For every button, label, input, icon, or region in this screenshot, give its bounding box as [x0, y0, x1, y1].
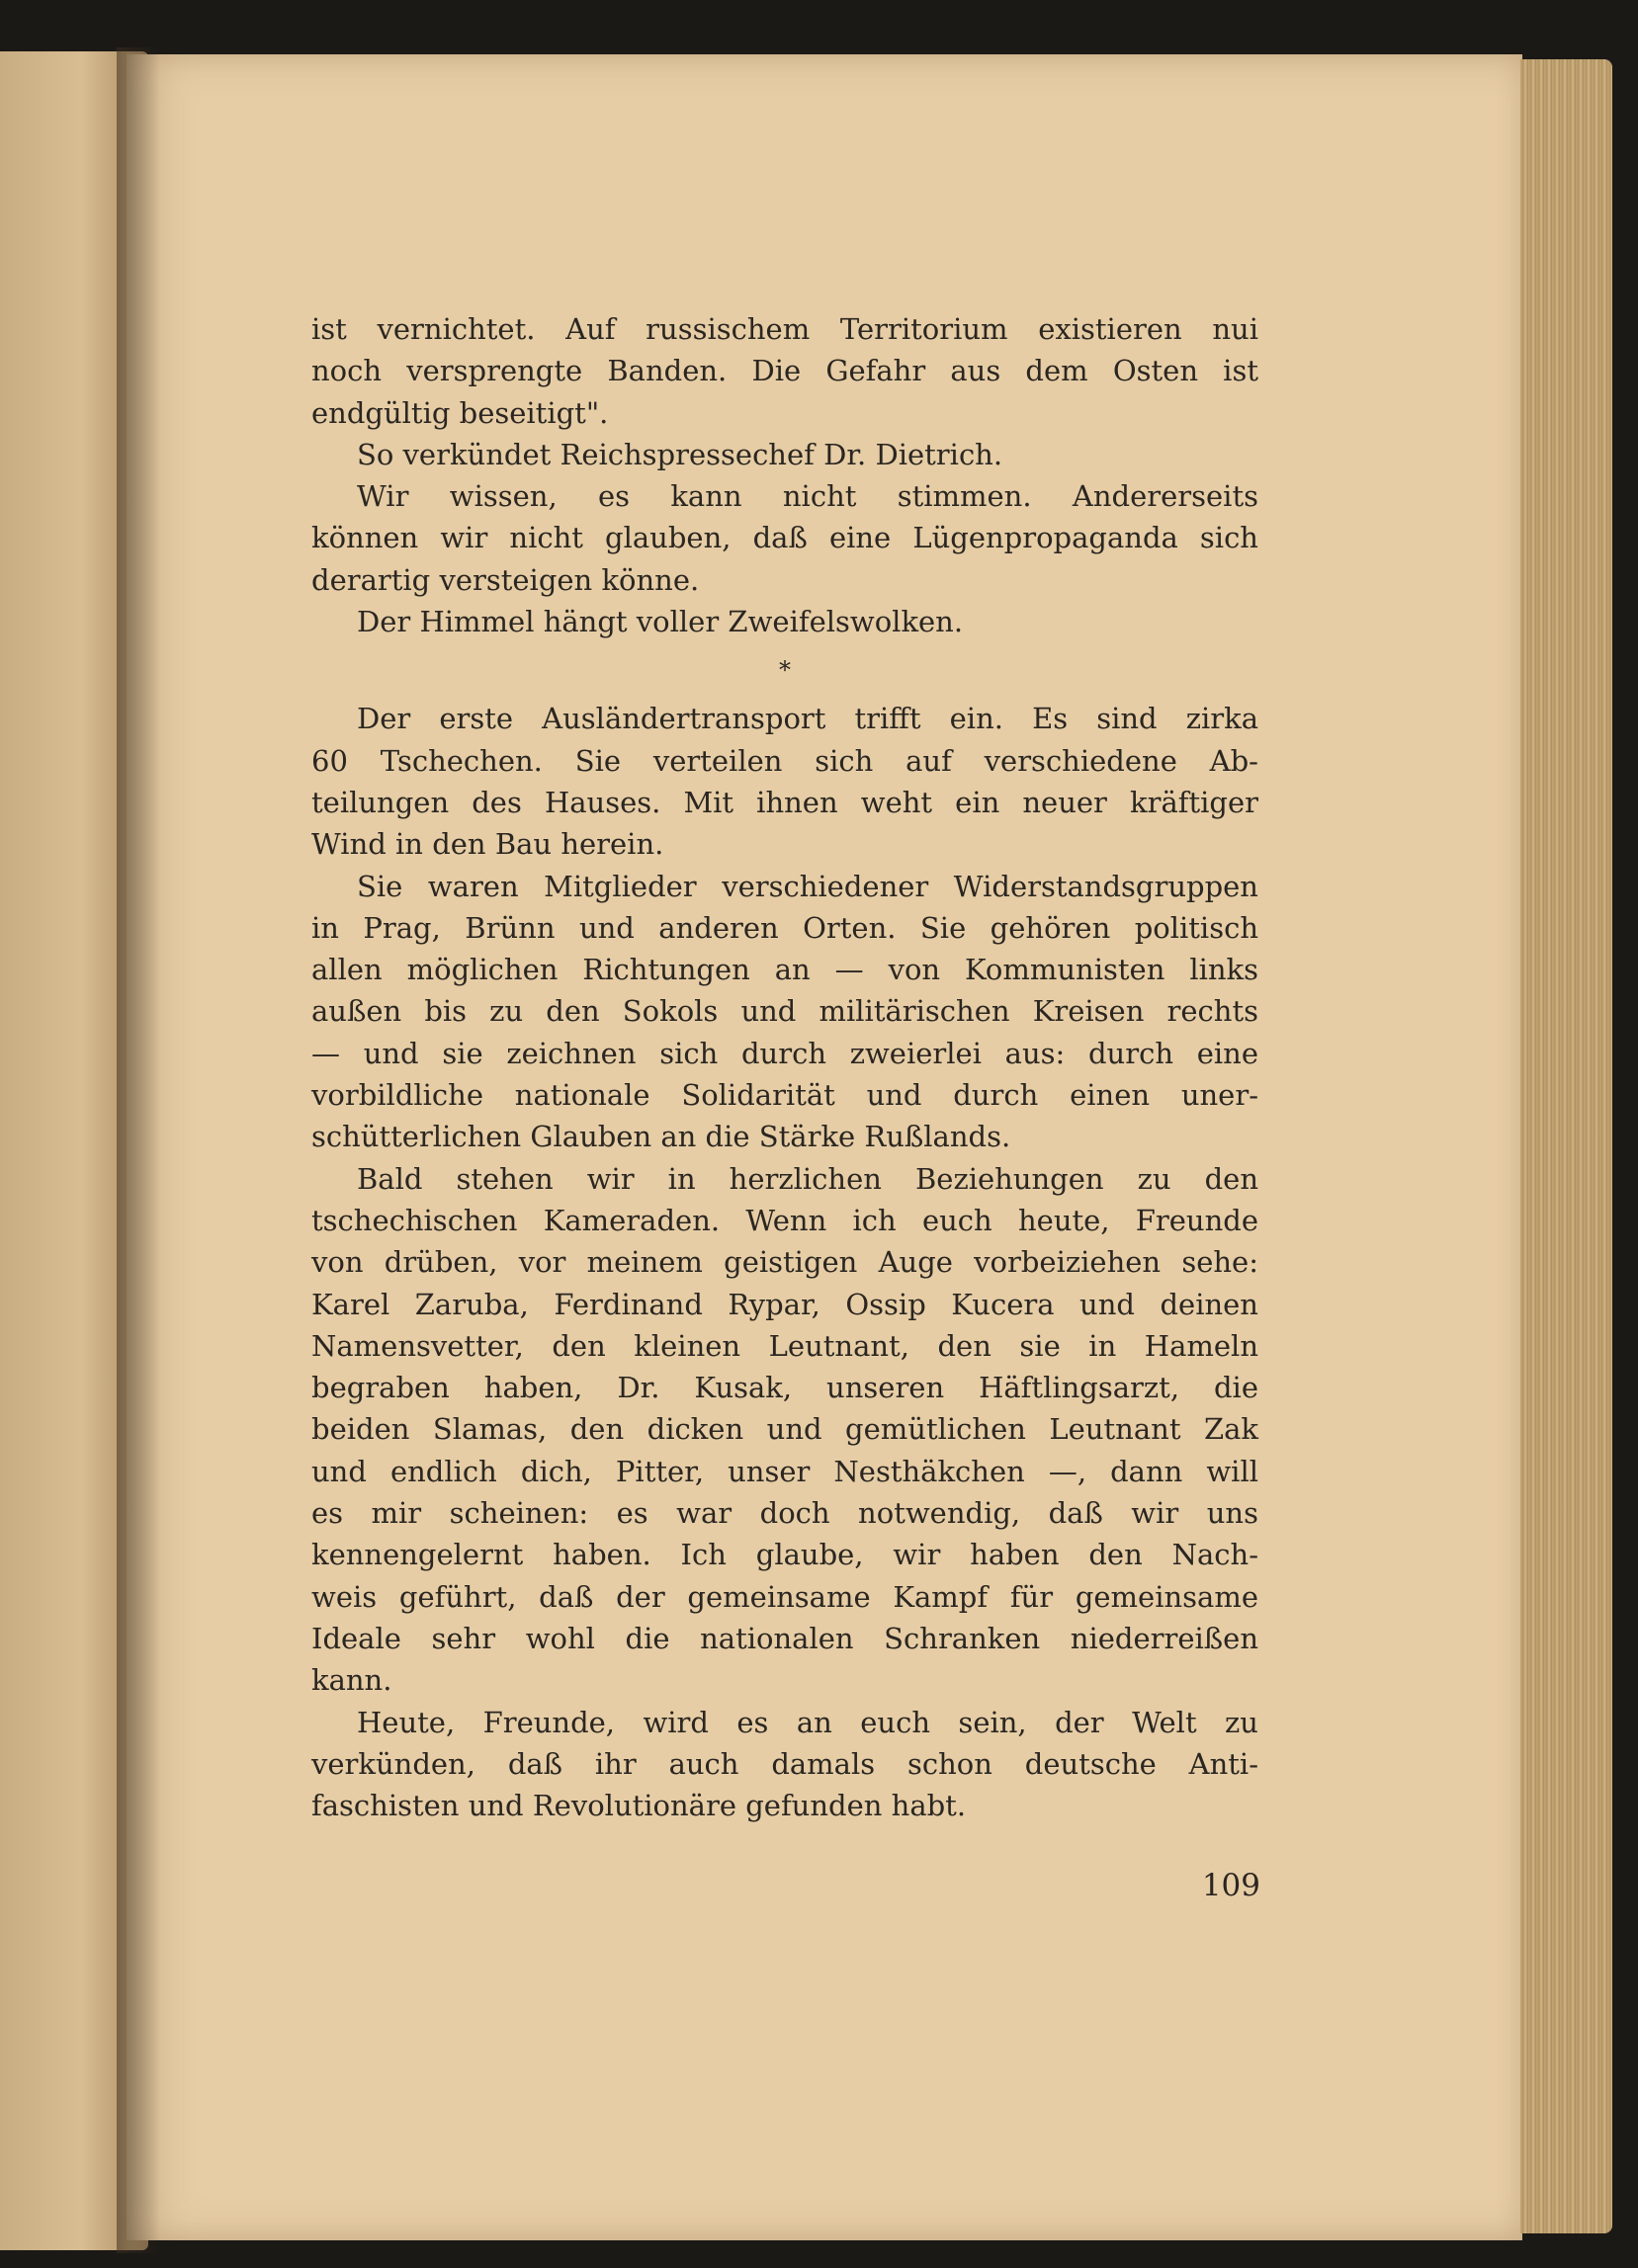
text-line: Namensvetter, den kleinen Leutnant, den sie in Hameln [311, 1328, 1258, 1363]
text-line: Der erste Ausländertransport trifft ein. Es sind zirka [357, 702, 1258, 736]
text-line: Der Himmel hängt voller Zweifelswolken. [357, 605, 964, 639]
text-line: beiden Slamas, den dicken und gemütlichen Leutnant Zak [311, 1412, 1258, 1447]
text-line: Ideale sehr wohl die nationalen Schranken niederreißen [311, 1621, 1258, 1655]
text-line: und endlich dich, Pitter, unser Nesthäkchen —, dann will [311, 1454, 1258, 1488]
text-line: können wir nicht glauben, daß eine Lügenpropaganda sich [311, 521, 1258, 555]
text-line: noch versprengte Banden. Die Gefahr aus dem Osten ist [311, 354, 1258, 388]
paragraph [311, 601, 1258, 642]
text-line: es mir scheinen: es war doch notwendig, daß wir uns [311, 1496, 1258, 1531]
text-line: allen möglichen Richtungen an — von Kommunisten links [311, 953, 1258, 987]
text-line: endgültig beseitigt". [311, 395, 609, 430]
text-line: So verkündet Reichspressechef Dr. Dietrich. [357, 437, 1003, 471]
text-line: — und sie zeichnen sich durch zweierlei aus: durch eine [311, 1036, 1258, 1070]
page-stack-edges [1520, 59, 1612, 2233]
paragraph [311, 866, 1258, 1158]
text-line: derartig versteigen könne. [311, 562, 700, 597]
paragraph [311, 434, 1258, 475]
paragraph [311, 698, 1258, 865]
text-line: Sie waren Mitglieder verschiedener Widerstandsgruppen [357, 869, 1258, 903]
text-line: kann. [311, 1663, 392, 1698]
text-line: vorbildliche nationale Solidarität und durch einen uner- [311, 1078, 1258, 1113]
text-line: ist vernichtet. Auf russischem Territorium existieren nui [311, 312, 1258, 346]
text-line: weis geführt, daß der gemeinsame Kampf für gemeinsame [311, 1579, 1258, 1614]
text-line: Karel Zaruba, Ferdinand Rypar, Ossip Kucera und deinen [311, 1287, 1258, 1321]
text-line: schütterlichen Glauben an die Stärke Rußlands. [311, 1120, 1011, 1154]
text-line: Bald stehen wir in herzlichen Beziehungen zu den [357, 1161, 1258, 1196]
text-line: verkünden, daß ihr auch damals schon deutsche Anti- [311, 1746, 1258, 1781]
text-line: kennengelernt haben. Ich glaube, wir haben den Nach- [311, 1538, 1258, 1572]
page-text [311, 308, 1258, 1826]
text-line: Heute, Freunde, wird es an euch sein, der Welt zu [357, 1705, 1258, 1739]
text-line: tschechischen Kameraden. Wenn ich euch heute, Freunde [311, 1203, 1258, 1237]
text-line: 60 Tschechen. Sie verteilen sich auf verschiedene Ab- [311, 743, 1258, 778]
text-line: begraben haben, Dr. Kusak, unseren Häftlingsarzt, die [311, 1371, 1258, 1405]
text-line: teilungen des Hauses. Mit ihnen weht ein neuer kräftiger [311, 785, 1258, 819]
paragraph [311, 1158, 1258, 1702]
text-line: von drüben, vor meinem geistigen Auge vorbeiziehen sehe: [311, 1245, 1258, 1280]
text-line: faschisten und Revolutionäre gefunden habt. [311, 1789, 967, 1823]
page-number: 109 [1201, 1868, 1260, 1903]
text-line: Wir wissen, es kann nicht stimmen. Andererseits [357, 479, 1258, 514]
text-line: außen bis zu den Sokols und militärischen Kreisen rechts [311, 994, 1258, 1029]
text-line: in Prag, Brünn und anderen Orten. Sie gehören politisch [311, 910, 1258, 945]
paragraph [311, 308, 1258, 434]
section-separator: * [779, 656, 791, 685]
paragraph [311, 1702, 1258, 1827]
book-gutter-shadow [117, 47, 160, 2253]
paragraph [311, 475, 1258, 601]
text-line: Wind in den Bau herein. [311, 827, 664, 862]
